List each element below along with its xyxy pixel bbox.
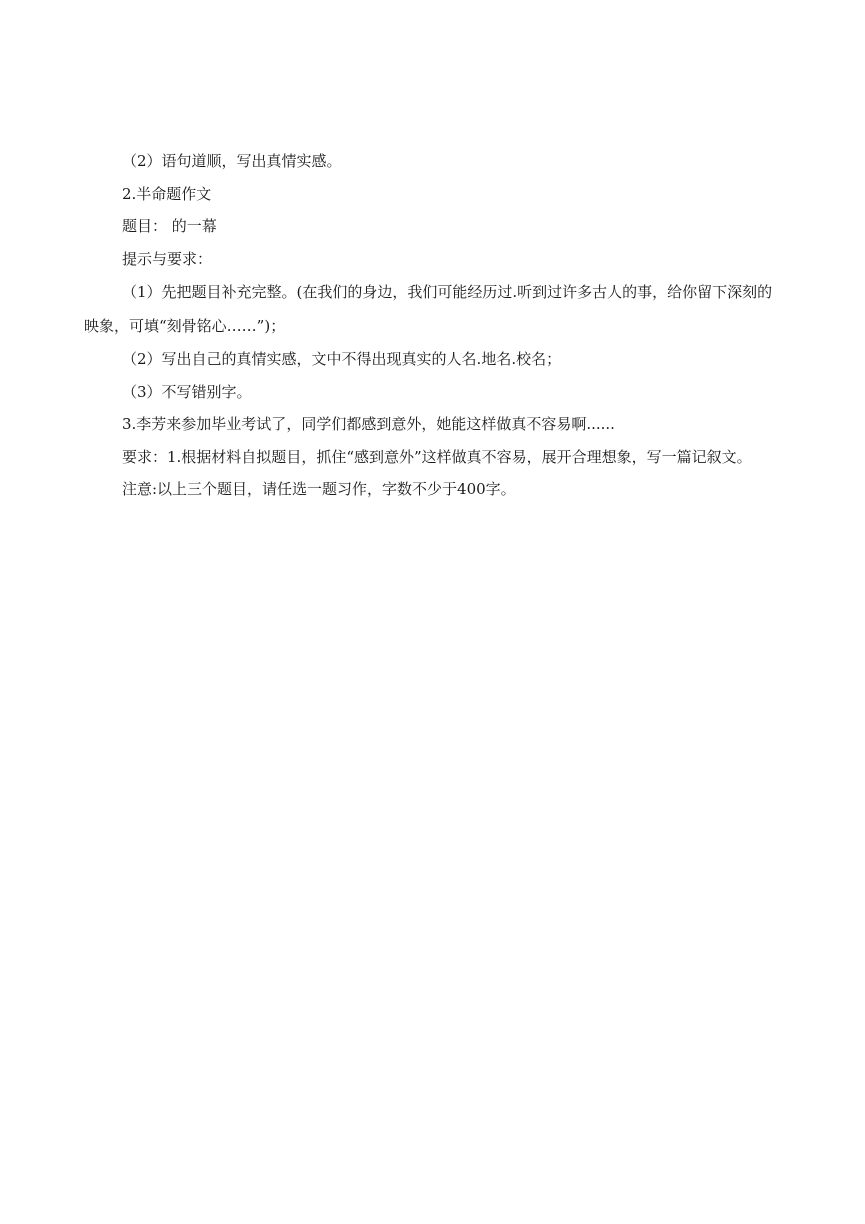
prompt-2-heading: 2.半命题作文 (122, 184, 212, 203)
prompt-2-title: 题目： 的一幕 (122, 217, 217, 235)
prompt-3-material: 3.李芳来参加毕业考试了，同学们都感到意外，她能这样做真不容易啊...... (122, 415, 615, 433)
general-note: 注意:以上三个题目，请任选一题习作，字数不少于400字。 (122, 480, 516, 498)
prompt-2-hints-heading: 提示与要求： (122, 249, 213, 268)
requirement-2-sincere-feelings: （2）语句道顺，写出真情实感。 (122, 152, 342, 170)
prompt-2-requirement-3: （3）不写错别字。 (122, 382, 252, 401)
document-body (84, 145, 784, 506)
prompt-2-requirement-2: （2）写出自己的真情实感，文中不得出现真实的人名.地名.校名； (122, 350, 562, 368)
prompt-3-requirement: 要求：1.根据材料自拟题目，抓住“感到意外”这样做真不容易，展开合理想象，写一篇记叙文。 (122, 447, 752, 466)
prompt-2-requirement-1: （1）先把题目补充完整。(在我们的身边，我们可能经历过.听到过许多古人的事，给你留下深刻的映象，可填“刻骨铭心……”)； (84, 283, 773, 335)
